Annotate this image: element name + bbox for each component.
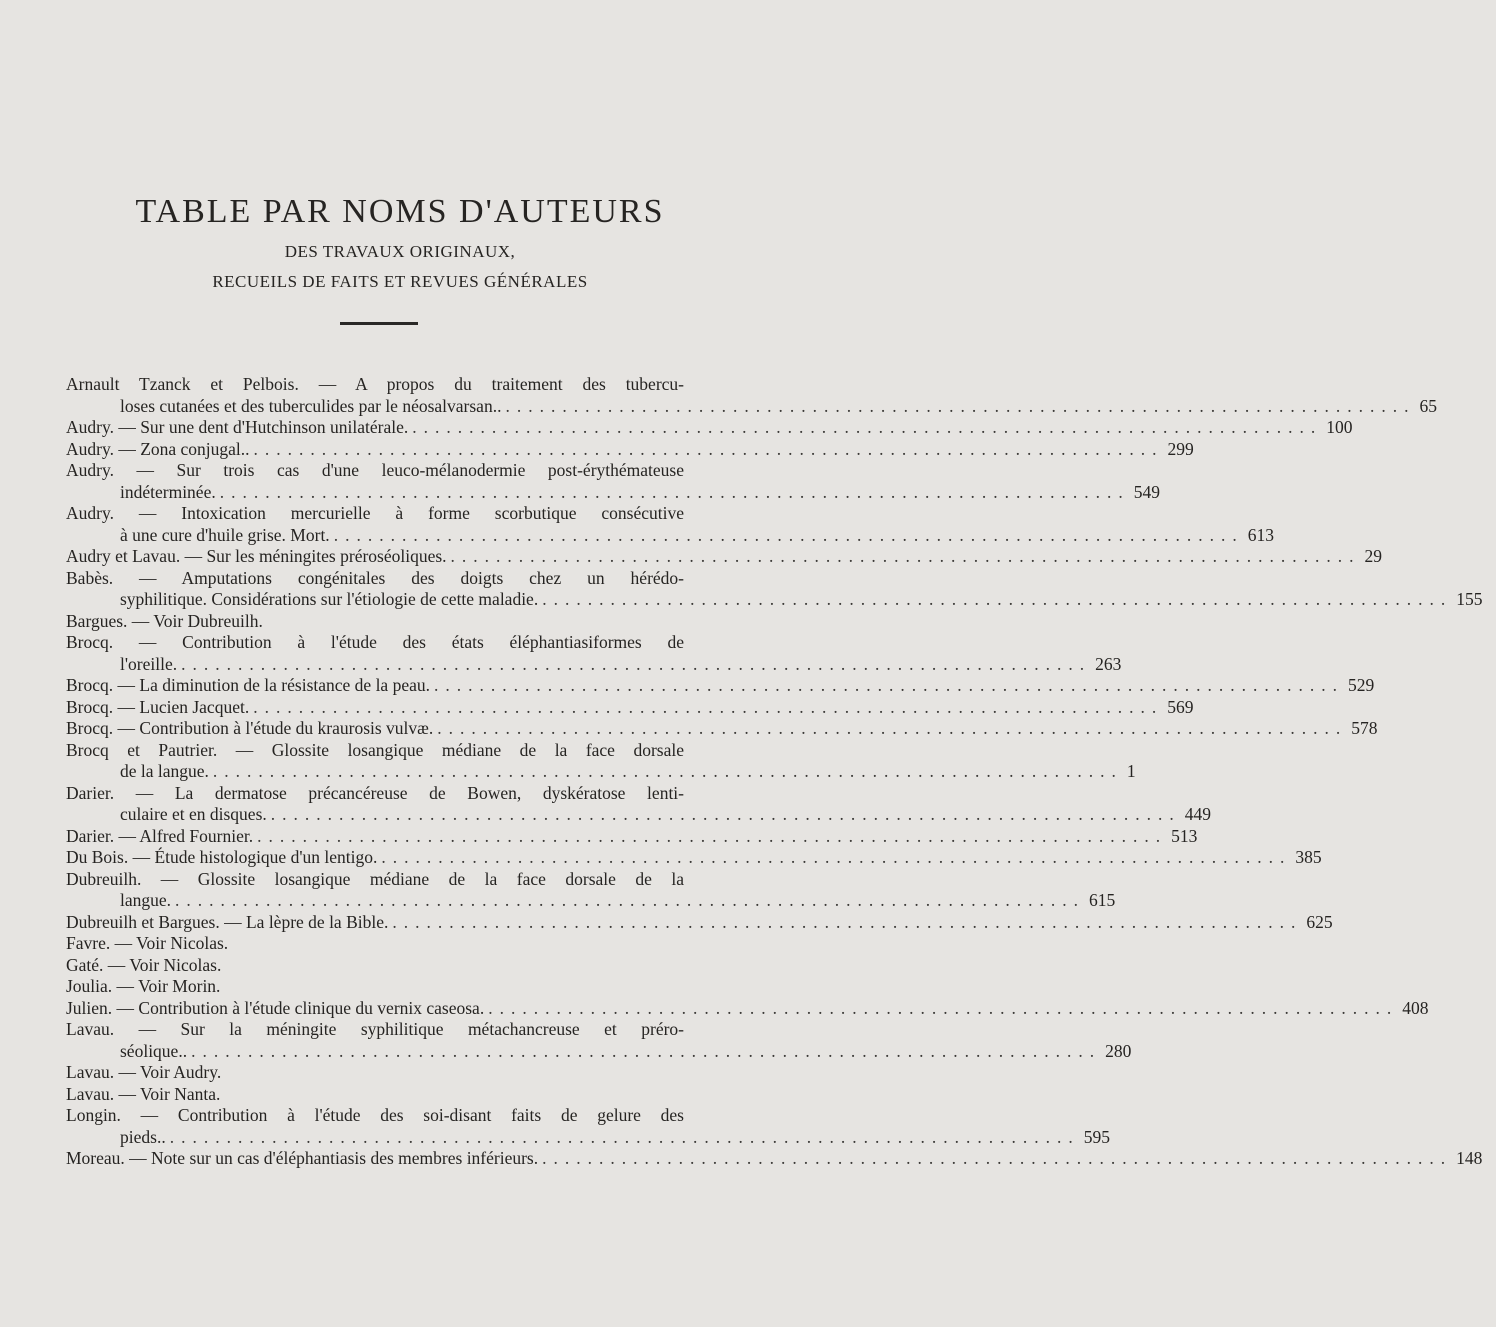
index-entry [66, 1084, 684, 1106]
page-number: 408 [1402, 997, 1429, 1018]
leader-dots: ................................................................................ [253, 438, 1164, 459]
page-number: 615 [1089, 890, 1116, 910]
entry-text: Arnault Tzanck et Pelbois. — A propos du traitement des tubercu- [66, 374, 684, 394]
entry-text: syphilitique. Considérations sur l'étiologie de cette maladie. [120, 589, 539, 609]
entry-text: Moreau. — Note sur un cas d'éléphantiasis des membres inférieurs. [66, 1148, 539, 1168]
entry-text: pieds.. [120, 1126, 166, 1147]
entry-text: Dubreuilh. — Glossite losangique médiane de la face dorsale de la [66, 868, 684, 889]
entry-text: Babès. — Amputations congénitales des doigts chez un hérédo- [66, 567, 684, 588]
entry-last-line [66, 696, 1194, 719]
entry-text: culaire et en disques. [120, 804, 267, 824]
entry-text: Brocq. — Contribution à l'étude des états éléphantiasiformes de [66, 632, 684, 652]
index-entry [66, 847, 1322, 869]
index-entry [66, 374, 1437, 417]
index-entry [66, 503, 1274, 546]
page-number: 529 [1347, 675, 1375, 695]
index-entry [66, 911, 1333, 934]
index-entry [66, 782, 1212, 826]
leader-dots: ................................................................................ [257, 825, 1168, 846]
index-entry [66, 739, 1136, 783]
entry-last-line [66, 481, 1160, 504]
index-entry [66, 955, 684, 977]
entry-last-line [66, 438, 1194, 461]
leader-dots: ................................................................................ [392, 911, 1303, 932]
author-index-list [66, 374, 1483, 1170]
page-number: 29 [1364, 546, 1383, 566]
entry-text: de la langue. [120, 761, 209, 781]
entry-last-line [66, 546, 1383, 568]
index-entry [66, 696, 1194, 719]
entry-last-line [66, 997, 1429, 1020]
page-subtitle-2: RECUEILS DE FAITS ET REVUES GÉNÉRALES [212, 272, 588, 291]
entry-last-line [66, 1040, 1132, 1063]
entry-last-line [66, 1126, 1110, 1149]
index-entry [66, 632, 1122, 675]
page-number: 299 [1167, 438, 1194, 459]
index-entry [66, 1105, 1110, 1148]
leader-dots: ................................................................................ [450, 546, 1361, 566]
entry-last-line [66, 911, 1333, 934]
index-entry [66, 675, 1375, 697]
leader-dots: ................................................................................ [381, 847, 1292, 867]
entry-text: Brocq et Pautrier. — Glossite losangique médiane de la face dorsale [66, 739, 684, 760]
entry-text: Brocq. — La diminution de la résistance de la peau. [66, 675, 430, 695]
entry-text: Gaté. — Voir Nicolas. [66, 954, 222, 975]
index-entry [66, 611, 684, 633]
entry-last-line [66, 417, 1353, 439]
leader-dots: ................................................................................ [488, 997, 1399, 1018]
index-entry [66, 718, 1378, 740]
entry-text: Brocq. — Contribution à l'étude du kraurosis vulvæ. [66, 718, 434, 738]
entry-last-line [66, 653, 1122, 676]
leader-dots: ................................................................................ [181, 653, 1092, 674]
index-entry [66, 460, 1160, 503]
entry-last-line [66, 825, 1198, 848]
leader-dots: ................................................................................ [253, 696, 1164, 717]
entry-text: Julien. — Contribution à l'étude clinique du vernix caseosa. [66, 997, 485, 1018]
page-number: 1 [1126, 761, 1136, 781]
index-entry [66, 1019, 1132, 1062]
entry-last-line [66, 589, 1483, 611]
index-entry [66, 438, 1194, 461]
entry-text: Du Bois. — Étude histologique d'un lentigo. [66, 847, 378, 867]
index-entry [66, 997, 1429, 1020]
page-number: 65 [1419, 395, 1437, 416]
leader-dots: ................................................................................ [505, 395, 1416, 416]
entry-text: séolique.. [120, 1040, 188, 1061]
entry-text: Audry. — Intoxication mercurielle à forme scorbutique consécutive [66, 503, 684, 523]
leader-dots: ................................................................................ [333, 524, 1244, 545]
leader-dots: ................................................................................ [191, 1040, 1102, 1061]
entry-text: Audry. — Sur trois cas d'une leuco-mélanodermie post-érythémateuse [66, 460, 684, 480]
page-number: 625 [1306, 911, 1333, 932]
index-entry [66, 417, 1353, 439]
entry-text: Audry. — Zona conjugal.. [66, 438, 250, 459]
entry-text: l'oreille. [120, 653, 178, 674]
entry-text: Audry. — Sur une dent d'Hutchinson unilatérale. [66, 417, 409, 437]
page-number: 155 [1456, 589, 1483, 609]
entry-text: Joulia. — Voir Morin. [66, 976, 221, 996]
entry-last-line [66, 761, 1136, 783]
entry-text: Lavau. — Voir Nanta. [66, 1083, 221, 1104]
page-number: 513 [1171, 825, 1198, 846]
entry-text: Dubreuilh et Bargues. — La lèpre de la Bible. [66, 911, 389, 932]
page-number: 569 [1167, 696, 1194, 717]
leader-dots: ................................................................................ [219, 481, 1130, 502]
entry-text: Lavau. — Voir Audry. [66, 1062, 222, 1082]
leader-dots: ................................................................................ [437, 718, 1348, 738]
page-number: 280 [1105, 1040, 1132, 1061]
entry-last-line [66, 524, 1274, 547]
leader-dots: ................................................................................ [175, 890, 1086, 910]
entry-text: Audry et Lavau. — Sur les méningites préroséoliques. [66, 546, 447, 566]
index-entry [66, 1062, 684, 1084]
index-entry [66, 868, 1116, 912]
page-number: 595 [1083, 1126, 1110, 1147]
page-number: 578 [1351, 718, 1378, 738]
entry-text: Darier. — La dermatose précancéreuse de Bowen, dyskératose lenti- [66, 782, 684, 803]
page-subtitle-1: DES TRAVAUX ORIGINAUX, [284, 242, 516, 261]
page-number: 449 [1184, 804, 1212, 824]
entry-text: Longin. — Contribution à l'étude des soi-disant faits de gelure des [66, 1105, 684, 1125]
entry-last-line [66, 718, 1378, 740]
page-number: 100 [1326, 417, 1353, 437]
entry-last-line [66, 395, 1437, 418]
leader-dots: ................................................................................ [169, 1126, 1080, 1147]
leader-dots: ................................................................................ [542, 589, 1453, 609]
page-number: 385 [1295, 847, 1322, 867]
entry-text: Darier. — Alfred Fournier. [66, 825, 254, 846]
entry-text: indéterminée. [120, 481, 216, 502]
entry-last-line [66, 847, 1322, 869]
entry-text: Favre. — Voir Nicolas. [66, 933, 229, 953]
index-entry [66, 546, 1383, 568]
entry-last-line [66, 804, 1212, 826]
index-entry [66, 1148, 1483, 1170]
page-number: 148 [1456, 1148, 1483, 1168]
leader-dots: ................................................................................ [212, 761, 1123, 781]
index-entry [66, 976, 684, 998]
entry-last-line [66, 890, 1116, 912]
entry-last-line [66, 1148, 1483, 1170]
index-entry [66, 933, 684, 955]
leader-dots: ................................................................................ [433, 675, 1344, 695]
leader-dots: ................................................................................ [270, 804, 1181, 824]
page-title: TABLE PAR NOMS D'AUTEURS [135, 193, 665, 230]
entry-text: à une cure d'huile grise. Mort. [120, 524, 330, 545]
leader-dots: ................................................................................ [412, 417, 1323, 437]
index-entry [66, 825, 1198, 848]
entry-last-line [66, 675, 1375, 697]
entry-text: langue. [120, 890, 172, 910]
index-entry [66, 567, 1483, 611]
entry-text: Lavau. — Sur la méningite syphilitique métachancreuse et préro- [66, 1019, 684, 1039]
page-number: 613 [1247, 524, 1274, 545]
page-number: 549 [1133, 481, 1160, 502]
entry-text: Brocq. — Lucien Jacquet. [66, 696, 250, 717]
page-number: 263 [1095, 653, 1122, 674]
title-divider [340, 322, 418, 325]
leader-dots: ................................................................................ [542, 1148, 1453, 1168]
entry-text: loses cutanées et des tuberculides par le néosalvarsan.. [120, 395, 502, 416]
entry-text: Bargues. — Voir Dubreuilh. [66, 610, 263, 631]
